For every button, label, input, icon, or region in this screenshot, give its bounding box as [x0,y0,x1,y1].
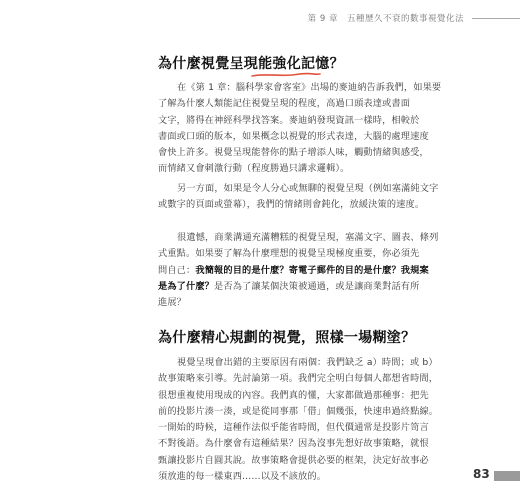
page-number: 83 [473,467,490,481]
text-line: 一開始的時候，這種作法似乎能省時間，但代價通常是投影片笥言 [158,422,429,434]
header-rule [472,18,520,19]
text-line: 文字，將得在神經科學找答案。麥迪納發現資訊一樣時，相較於 [158,114,420,126]
handwritten-underline [251,72,321,78]
text-line: 前的投影片湊一湊，或是從同事那「借」個幾張，快速串過終點線。 [158,405,439,417]
text-line: 了解為什麼人類能記住視覺呈現的程度，高過口頭表達或書面 [158,98,411,110]
text-line: 不對後語。為什麼會有這種結果？因為沒事先想好故事策略，就恨 [158,438,429,450]
text-line: 書面或口頭的版本，如果概念以視覺的形式表達，大腦的處理速度 [158,130,429,142]
text-line: 故事策略來引導。先討論第一項。我們完全明白每個人都想省時間， [158,373,439,385]
text-line: 而情緒又會刺激行動（程度勝過只講求邏輯）。 [158,163,350,175]
running-header [0,12,520,26]
paragraph-distraction [158,181,439,214]
text-line: 很想重複使用現成的內容。我們真的懂，大家都做過那種事：把先 [158,389,429,401]
paragraph-visual-memory [158,80,442,178]
text-line: 視覺呈現會出錯的主要原因有兩個：我們缺乏 a）時間；或 b） [177,357,438,368]
page-number-bar [494,471,520,481]
text-line: 或數字的頁面或螢幕），我們的情緒則會鈍化，放緩決策的速度。 [158,199,425,211]
paragraph-visual-failure [158,355,439,485]
text-line: 在《第 1 章：腦科學家會客室》出場的麥迪納告訴我們，如果要 [177,82,442,93]
text-line: 另一方面，如果是令人分心或無聊的視覺呈現（例如塞滿純文字 [177,183,439,194]
text-line [158,279,434,295]
heading-text: 為什麼視覺呈現能 [158,56,273,72]
section-heading-planned-visuals: 為什麼精心規劃的視覺，照樣一場糊塗？ [158,330,416,346]
text-line [158,263,434,279]
text-line: 會快上許多。視覺呈現能替你的點子增添人味，觸動情緒與感受， [158,147,429,159]
heading-highlight-text: 強化記憶 [272,56,330,72]
plain-text: 是否為了讓某個決策被通過，或是讓商業對話有所 [214,280,420,292]
text-line: 式重點。如果要了解為什麼理想的視覺呈現極度重要，你必須先 [158,248,420,260]
bold-question: 我簡報的目的是什麼？寄電子郵件的目的是什麼？我規案 [195,264,429,276]
text-line: 很遺憾，商業溝通充滿糟糕的視覺呈現，塞滿文字、圖表、條列 [177,232,439,243]
section-heading-memory [158,53,344,73]
running-head-text: 第 9 章 五種歷久不衰的數事視覺化法 [307,14,464,24]
heading-punctuation: ？ [329,56,344,72]
text-line: 須放進的每一樣東西……以及不該放的。 [158,471,327,483]
bold-question: 是為了什麼？ [158,280,215,292]
plain-text: 問自己： [158,264,196,276]
paragraph-business-visuals [158,230,439,311]
text-line: 甄讓投影片自圓其說。故事策略會提供必要的框架，決定好故事必 [158,454,429,466]
text-line: 進展？ [158,297,187,309]
